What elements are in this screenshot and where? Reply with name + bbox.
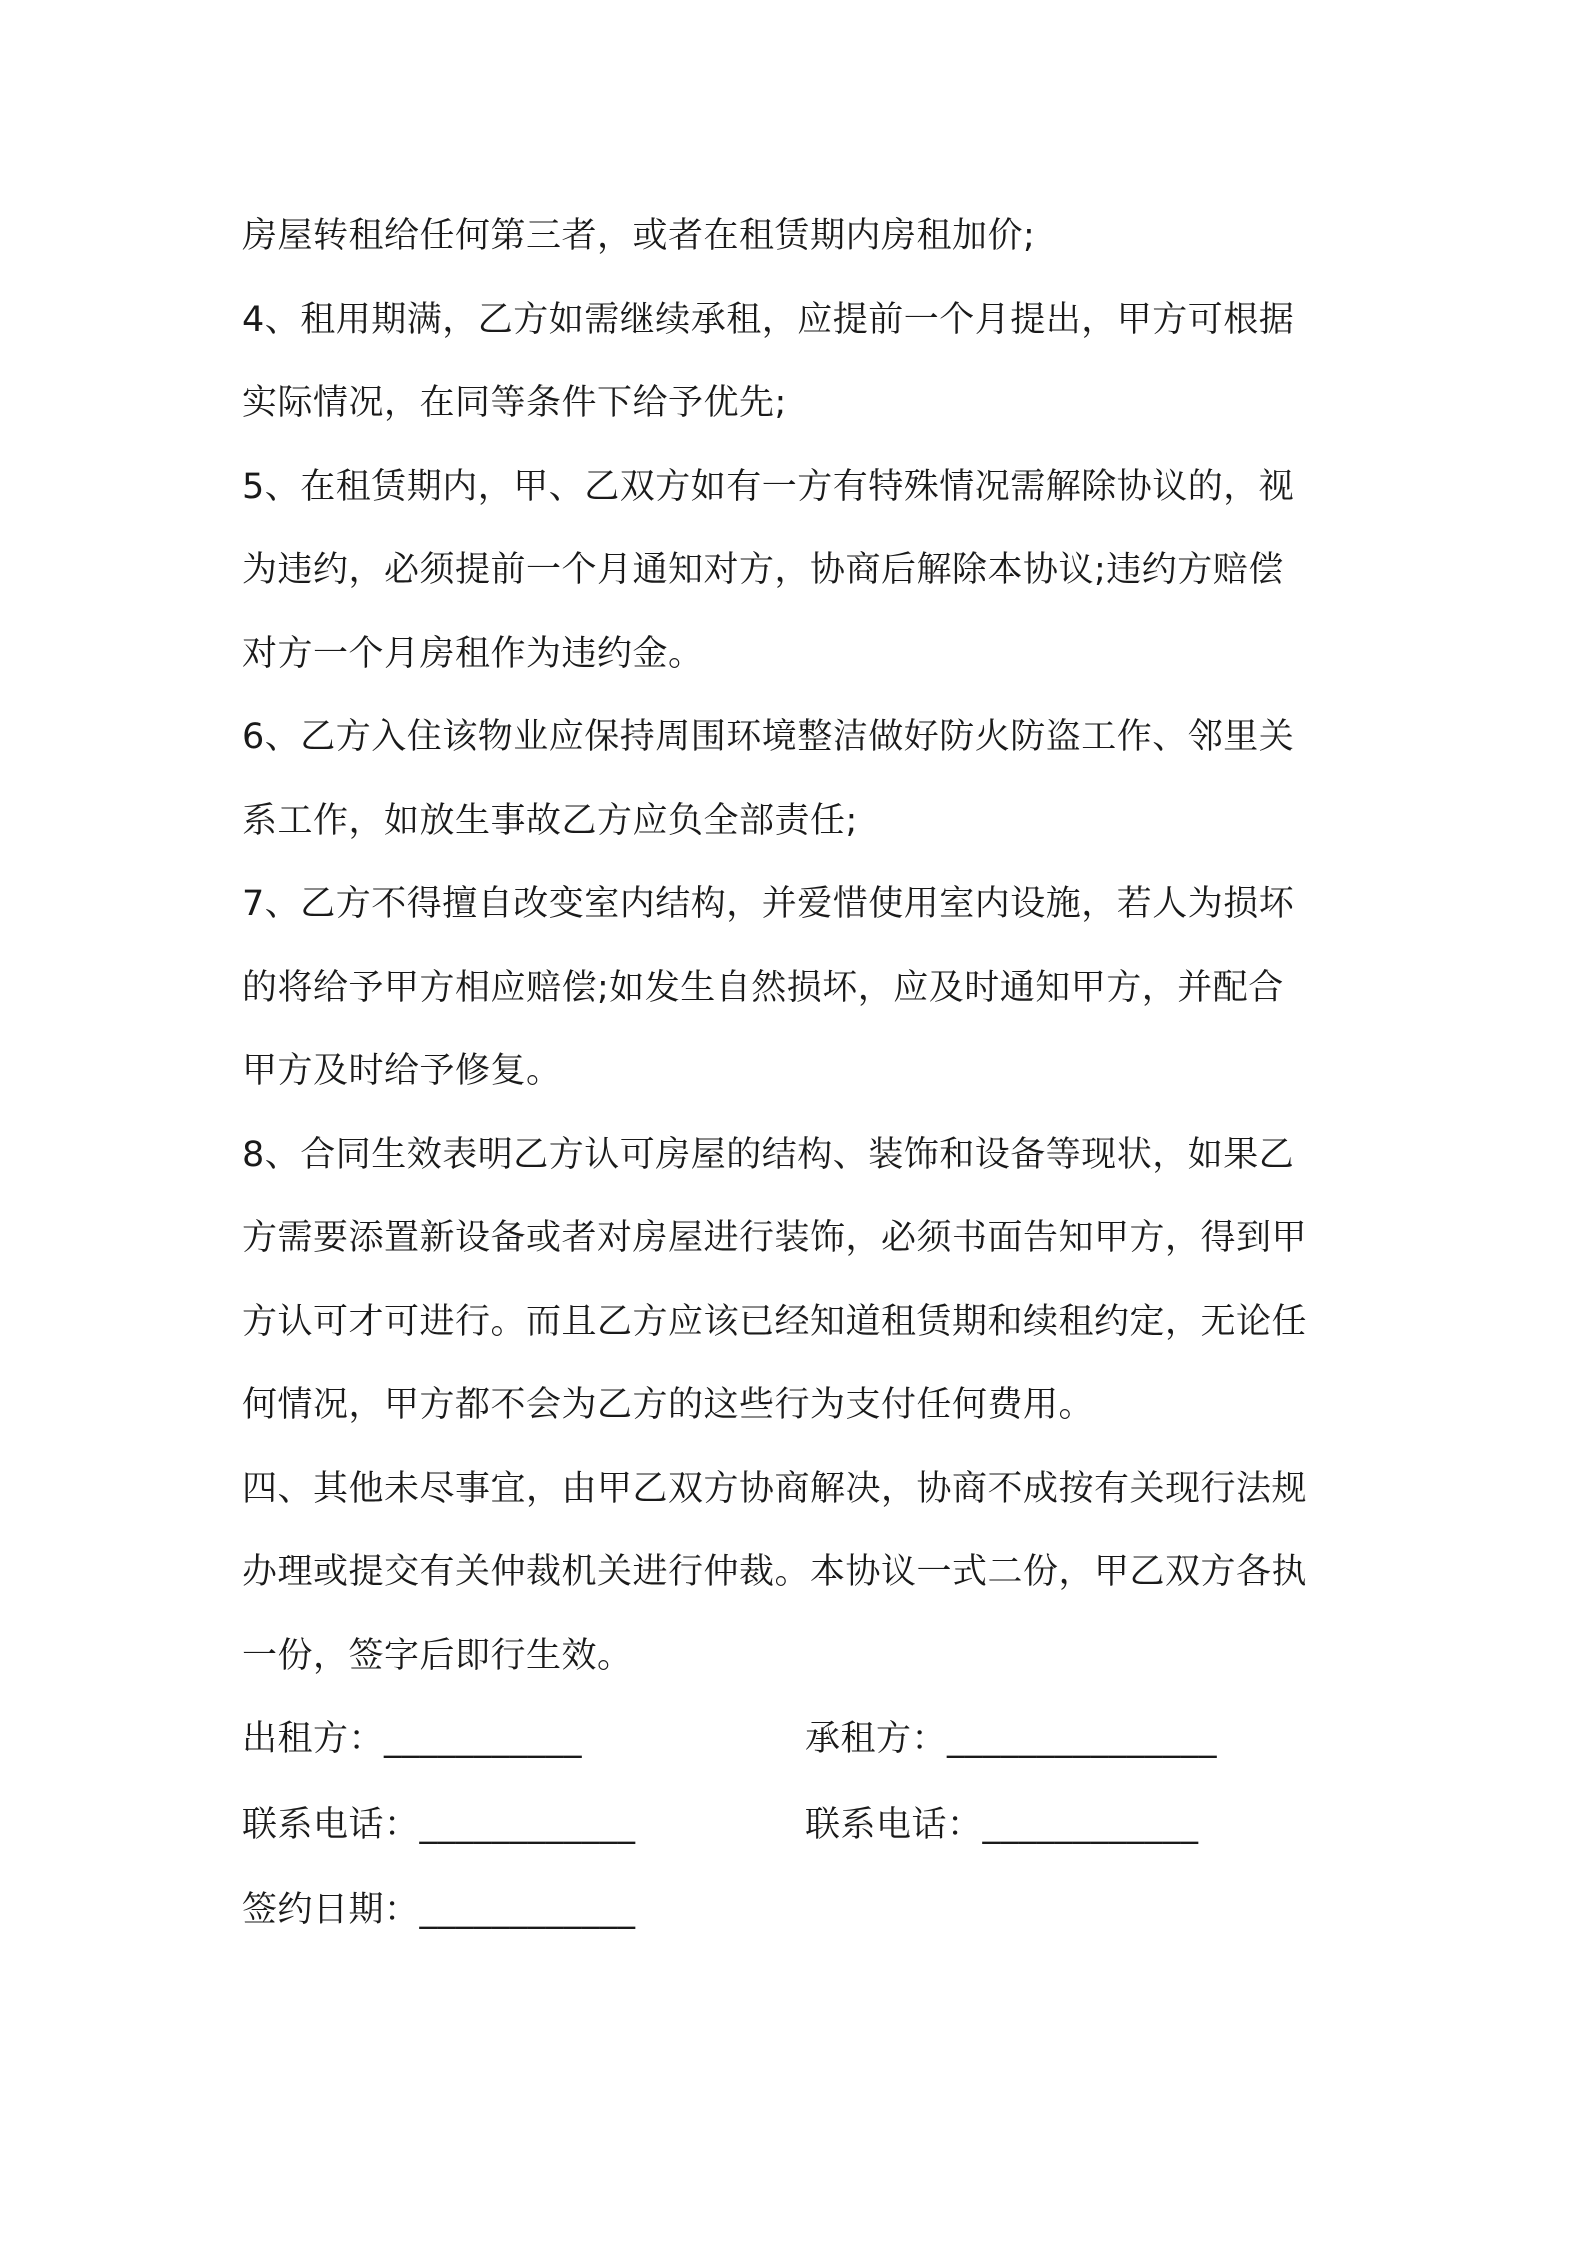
- text-line: 5、在租赁期内，甲、乙双方如有一方有特殊情况需解除协议的，视: [242, 466, 1295, 507]
- text-line: 为违约，必须提前一个月通知对方，协商后解除本协议;违约方赔偿: [242, 550, 1284, 590]
- lessor-phone-field: 联系电话：____________: [242, 1804, 636, 1845]
- signature-row-date: [242, 1869, 1362, 1955]
- clause-7: [242, 863, 1362, 1114]
- signature-row-phone: [242, 1784, 1362, 1870]
- clause-6: [242, 696, 1362, 863]
- lessor-signature-field: 出租方：___________: [242, 1719, 583, 1759]
- clause-3-continuation: [242, 195, 1362, 279]
- text-line: 8、合同生效表明乙方认可房屋的结构、装饰和设备等现状，如果乙: [242, 1134, 1295, 1175]
- text-line: 房屋转租给任何第三者，或者在租赁期内房租加价;: [242, 216, 1036, 256]
- text-line: 6、乙方入住该物业应保持周围环境整洁做好防火防盗工作、邻里关: [242, 717, 1295, 757]
- text-line: 甲方及时给予修复。: [242, 1051, 562, 1091]
- clause-5: [242, 446, 1362, 697]
- text-line: 7、乙方不得擅自改变室内结构，并爱惜使用室内设施，若人为损坏: [242, 884, 1295, 924]
- text-line: 办理或提交有关仲裁机关进行仲裁。本协议一式二份，甲乙双方各执: [242, 1552, 1308, 1592]
- text-line: 系工作，如放生事故乙方应负全部责任;: [242, 800, 858, 841]
- text-line: 4、租用期满，乙方如需继续承租，应提前一个月提出，甲方可根据: [242, 299, 1295, 340]
- text-line: 何情况，甲方都不会为乙方的这些行为支付任何费用。: [242, 1385, 1095, 1425]
- section-4-other-matters: [242, 1448, 1362, 1699]
- text-line: 的将给予甲方相应赔偿;如发生自然损坏，应及时通知甲方，并配合: [242, 967, 1284, 1008]
- document-body: [242, 195, 1362, 1955]
- text-line: 方认可才可进行。而且乙方应该已经知道租赁期和续租约定，无论任: [242, 1301, 1308, 1342]
- text-line: 对方一个月房租作为违约金。: [242, 633, 704, 674]
- lessee-signature-field: 承租方：_______________: [805, 1719, 1218, 1759]
- clause-8: [242, 1114, 1362, 1448]
- text-line: 实际情况，在同等条件下给予优先;: [242, 383, 787, 423]
- lessee-phone-field: 联系电话：____________: [805, 1804, 1199, 1845]
- sign-date-field: 签约日期：____________: [242, 1890, 636, 1930]
- text-line: 方需要添置新设备或者对房屋进行装饰，必须书面告知甲方，得到甲: [242, 1218, 1308, 1258]
- text-line: 四、其他未尽事宜，由甲乙双方协商解决，协商不成按有关现行法规: [242, 1468, 1308, 1509]
- clause-4: [242, 279, 1362, 446]
- text-line: 一份，签字后即行生效。: [242, 1635, 633, 1676]
- signature-row-parties: [242, 1698, 1362, 1784]
